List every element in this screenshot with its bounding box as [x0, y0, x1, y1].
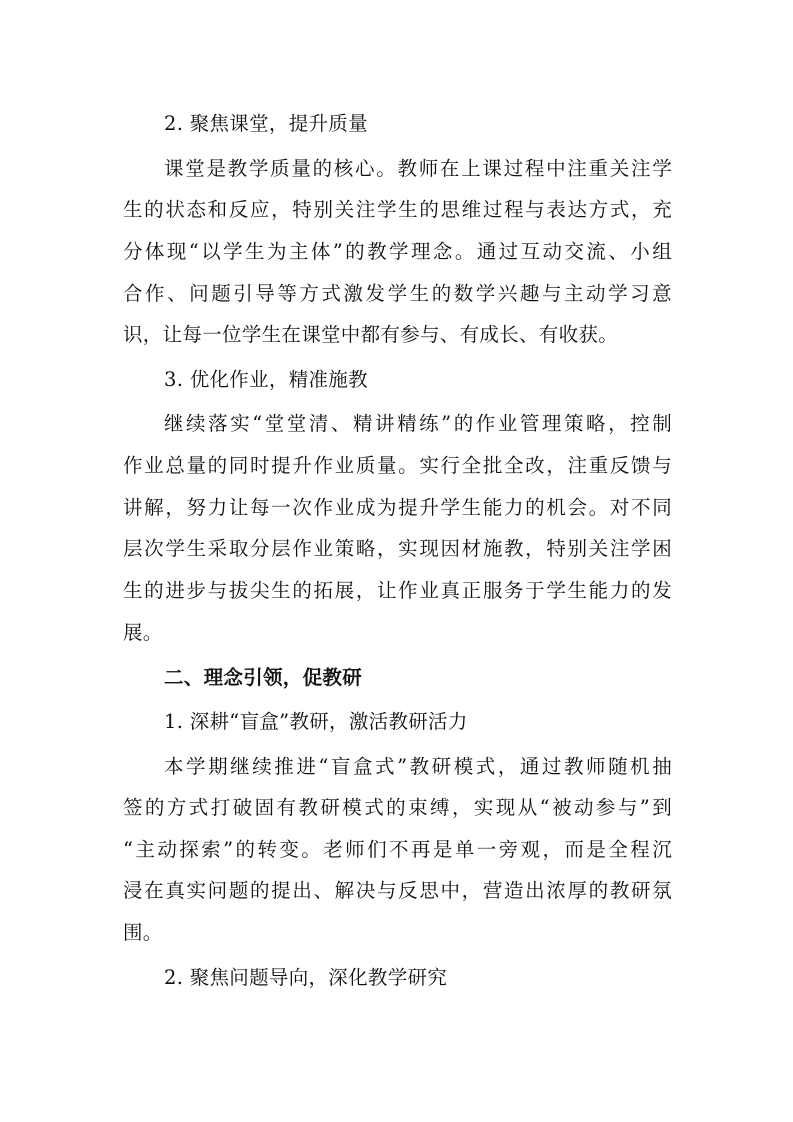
paragraph-line: 生的状态和反应，特别关注学生的思维过程与表达方式，充	[123, 198, 672, 221]
paragraph-line: 浸在真实问题的提出、解决与反思中，营造出浓厚的教研氛	[123, 879, 672, 902]
section-heading: 二、理念引领，促教研	[164, 666, 363, 689]
paragraph-line: 讲解，努力让每一次作业成为提升学生能力的机会。对不同	[123, 496, 672, 519]
paragraph-line: 分体现“以学生为主体”的教学理念。通过互动交流、小组	[123, 240, 672, 263]
subheading-blind-box: 1. 深耕“盲盒”教研，激活教研活力	[164, 710, 468, 733]
paragraph-line: 继续落实“堂堂清、精讲精练”的作业管理策略，控制	[164, 412, 672, 435]
paragraph-line: 层次学生采取分层作业策略，实现因材施教，特别关注学困	[123, 537, 672, 560]
paragraph-line: 展。	[123, 621, 163, 644]
subheading-problem-oriented: 2. 聚焦问题导向，深化教学研究	[164, 966, 448, 989]
paragraph-line: 签的方式打破固有教研模式的束缚，实现从“被动参与”到	[123, 796, 672, 819]
paragraph-line: 课堂是教学质量的核心。教师在上课过程中注重关注学	[164, 157, 672, 180]
subheading-optimize-homework: 3. 优化作业，精准施教	[164, 368, 368, 391]
paragraph-line: 作业总量的同时提升作业质量。实行全批全改，注重反馈与	[123, 454, 672, 477]
paragraph-line: 识，让每一位学生在课堂中都有参与、有成长、有收获。	[123, 323, 619, 346]
paragraph-line: 围。	[123, 921, 163, 944]
paragraph-line: 本学期继续推进“盲盒式”教研模式，通过教师随机抽	[164, 755, 672, 778]
paragraph-line: “主动探索”的转变。老师们不再是单一旁观，而是全程沉	[123, 838, 672, 861]
paragraph-line: 生的进步与拔尖生的拓展，让作业真正服务于学生能力的发	[123, 579, 672, 602]
paragraph-line: 合作、问题引导等方式激发学生的数学兴趣与主动学习意	[123, 282, 672, 305]
subheading-focus-classroom: 2. 聚焦课堂，提升质量	[164, 112, 368, 135]
